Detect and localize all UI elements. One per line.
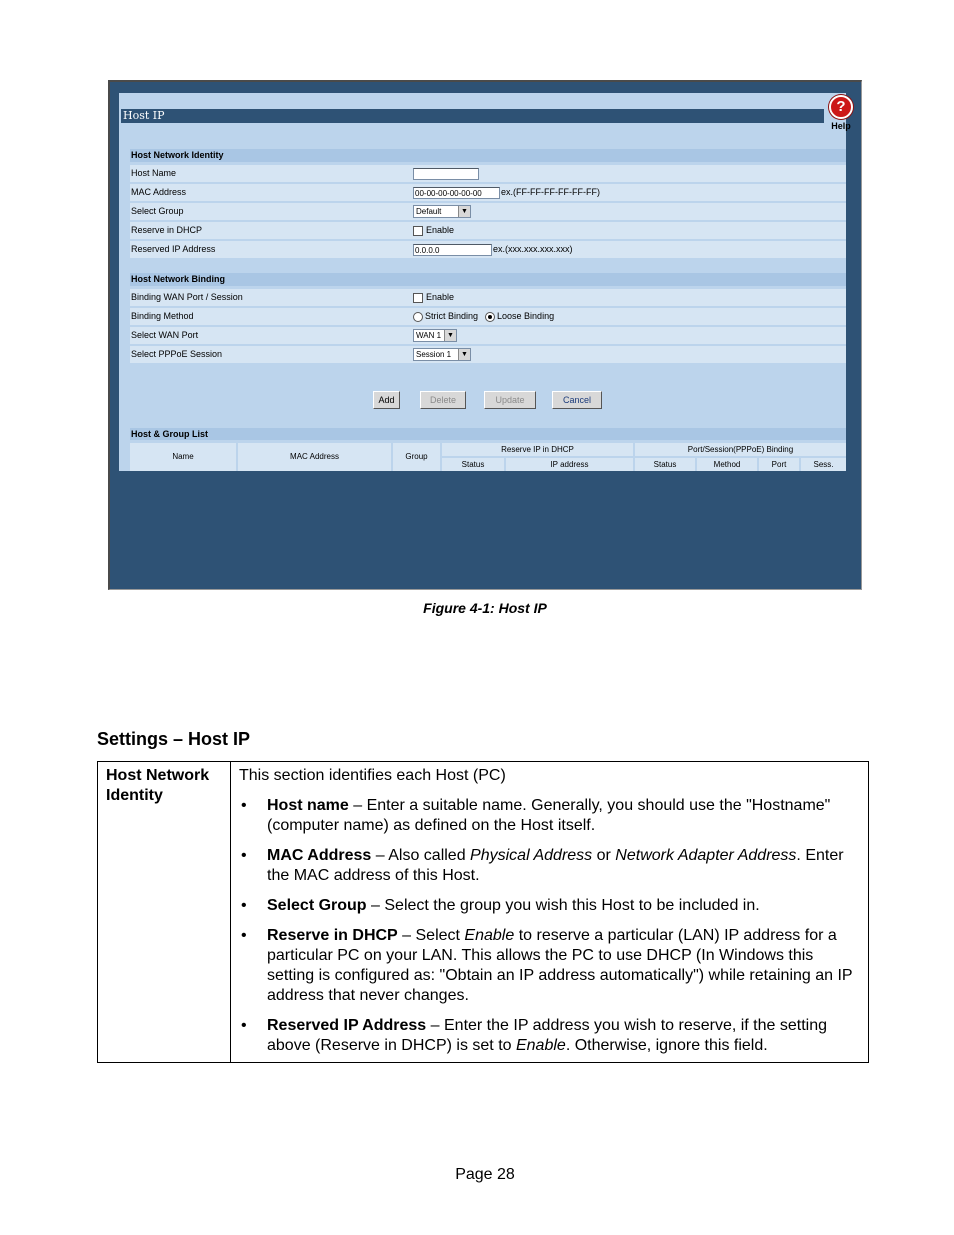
col-reserve-ip: IP address xyxy=(506,458,633,471)
delete-button[interactable]: Delete xyxy=(420,391,466,409)
select-pppoe-label: Select PPPoE Session xyxy=(131,349,223,359)
col-reserve-status: Status xyxy=(442,458,504,471)
col-binding-port: Port xyxy=(759,458,799,471)
select-wan-label: Select WAN Port xyxy=(131,330,199,340)
identity-header: Host Network Identity xyxy=(130,149,846,162)
reserve-dhcp-row xyxy=(130,222,846,239)
select-group-row xyxy=(130,203,846,220)
binding-enable-label: Enable xyxy=(426,292,455,302)
loose-binding-radio[interactable] xyxy=(485,312,495,322)
host-ip-screenshot xyxy=(108,80,862,590)
pppoe-session-select[interactable]: Session 1 ▼ xyxy=(413,348,471,361)
figure-caption: Figure 4-1: Host IP xyxy=(423,600,547,616)
help-label: Help xyxy=(831,121,851,131)
mac-address-input[interactable]: 00-00-00-00-00-00 xyxy=(413,187,500,199)
binding-wan-label: Binding WAN Port / Session xyxy=(131,292,243,302)
select-group-label: Select Group xyxy=(131,206,184,216)
reserve-dhcp-checkbox[interactable] xyxy=(413,226,423,236)
reserved-ip-input[interactable]: 0.0.0.0 xyxy=(413,244,492,256)
binding-section xyxy=(130,273,846,365)
select-wan-row xyxy=(130,327,846,344)
list-item: • Host name – Enter a suitable name. Generally, you should use the "Hostname" (computer name) as defined on the Host itself. xyxy=(239,796,860,836)
table-row xyxy=(98,762,869,1063)
setting-term: Host Network Identity xyxy=(98,762,231,1063)
section-intro: This section identifies each Host (PC) xyxy=(239,767,506,784)
list-item: • Reserved IP Address – Enter the IP address you wish to reserve, if the setting above (Reserve in DHCP) is set to Enable. Otherwise, ignore this field. xyxy=(239,1016,860,1056)
mac-address-label: MAC Address xyxy=(131,187,187,197)
list-item: • Select Group – Select the group you wish this Host to be included in. xyxy=(239,896,860,916)
help-button[interactable] xyxy=(825,95,857,131)
setting-description xyxy=(231,762,869,1063)
help-icon: ? xyxy=(829,95,853,119)
list-columns xyxy=(130,443,846,471)
wan-port-select[interactable]: WAN 1 ▼ xyxy=(413,329,457,342)
settings-table xyxy=(97,761,869,1063)
strict-binding-label: Strict Binding xyxy=(425,311,479,321)
host-name-row xyxy=(130,165,846,182)
reserved-ip-row xyxy=(130,241,846,258)
host-name-input[interactable] xyxy=(413,168,479,180)
reserved-ip-hint: ex.(xxx.xxx.xxx.xxx) xyxy=(493,244,573,254)
loose-binding-label: Loose Binding xyxy=(497,311,555,321)
list-item: • Reserve in DHCP – Select Enable to reserve a particular (LAN) IP address for a particular PC on your LAN. This allows the PC to use DHCP (In Windows this setting is configured as: "Obtain an IP address automatically") while retaining an IP address that never changes. xyxy=(239,926,860,1006)
mac-address-hint: ex.(FF-FF-FF-FF-FF-FF) xyxy=(501,187,600,197)
reserve-dhcp-label: Reserve in DHCP xyxy=(131,225,203,235)
col-mac: MAC Address xyxy=(238,443,391,471)
host-name-label: Host Name xyxy=(131,168,177,178)
list-item: • MAC Address – Also called Physical Address or Network Adapter Address. Enter the MAC address of this Host. xyxy=(239,846,860,886)
binding-method-row xyxy=(130,308,846,325)
binding-enable-checkbox[interactable] xyxy=(413,293,423,303)
chevron-down-icon: ▼ xyxy=(444,330,456,341)
binding-wan-row xyxy=(130,289,846,306)
page-number: Page 28 xyxy=(455,1166,515,1183)
update-button[interactable]: Update xyxy=(484,391,536,409)
col-binding-status: Status xyxy=(635,458,695,471)
identity-section xyxy=(130,149,846,260)
setting-list xyxy=(239,796,860,1056)
reserved-ip-label: Reserved IP Address xyxy=(131,244,216,254)
col-reserve: Reserve IP in DHCP xyxy=(442,443,633,456)
host-ip-panel xyxy=(119,93,851,471)
reserve-dhcp-enable-label: Enable xyxy=(426,225,455,235)
mac-address-row xyxy=(130,184,846,201)
add-button[interactable]: Add xyxy=(373,391,400,409)
chevron-down-icon: ▼ xyxy=(458,349,470,360)
strict-binding-radio[interactable] xyxy=(413,312,423,322)
section-title: Settings – Host IP xyxy=(97,729,251,749)
group-select[interactable]: Default ▼ xyxy=(413,205,471,218)
select-pppoe-row xyxy=(130,346,846,363)
action-buttons xyxy=(119,391,846,409)
col-binding: Port/Session(PPPoE) Binding xyxy=(635,443,846,456)
col-binding-sess: Sess. xyxy=(801,458,846,471)
cancel-button[interactable]: Cancel xyxy=(552,391,602,409)
col-group: Group xyxy=(393,443,440,471)
col-name: Name xyxy=(130,443,236,471)
binding-header: Host Network Binding xyxy=(130,273,846,286)
binding-method-label: Binding Method xyxy=(131,311,194,321)
page-title: Host IP xyxy=(121,109,824,123)
chevron-down-icon: ▼ xyxy=(458,206,470,217)
col-binding-method: Method xyxy=(697,458,757,471)
list-header: Host & Group List xyxy=(130,428,846,440)
